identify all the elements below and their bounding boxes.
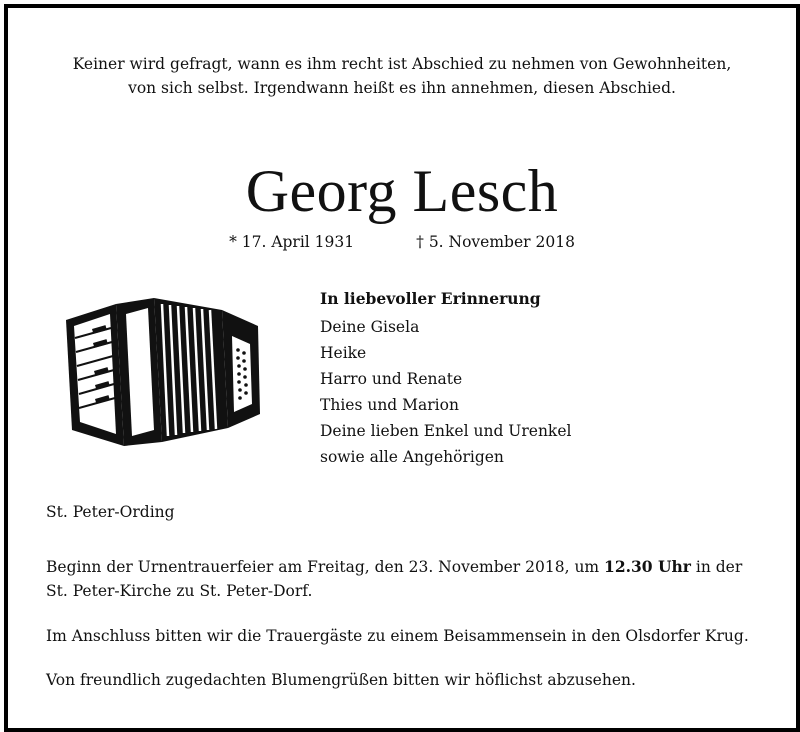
gathering-notice: Im Anschluss bitten wir die Trauergäste zu einem Beisammensein in den Olsdorfer Krug.: [46, 627, 749, 645]
flowers-notice: Von freundlich zugedachten Blumengrüßen bitten wir höflichst abzusehen.: [46, 671, 636, 689]
quote-line: Keiner wird gefragt, wann es ihm recht ist Abschied zu nehmen von Gewohnheiten,: [72, 55, 732, 73]
birth-date: * 17. April 1931: [229, 233, 355, 251]
mourner: Deine Gisela: [320, 318, 420, 336]
ceremony-time: 12.30 Uhr: [604, 557, 691, 576]
mourners-list: [320, 286, 571, 470]
ceremony-location: St. Peter-Kirche zu St. Peter-Dorf.: [46, 582, 313, 600]
quote-line: von sich selbst. Irgendwann heißt es ihn annehmen, diesen Abschied.: [128, 79, 676, 97]
death-date: † 5. November 2018: [416, 233, 575, 251]
mourner: sowie alle Angehörigen: [320, 448, 504, 466]
ceremony-text: Beginn der Urnentrauerfeier am Freitag, den 23. November 2018, um: [46, 558, 605, 576]
mourner: Thies und Marion: [320, 396, 459, 414]
quote: [8, 52, 796, 100]
ceremony-notice: [46, 555, 766, 603]
mourners-heading: In liebevoller Erinnerung: [320, 289, 541, 308]
mourner: Heike: [320, 344, 367, 362]
life-dates: [8, 232, 796, 252]
place: St. Peter-Ording: [46, 503, 175, 521]
mourner: Harro und Renate: [320, 370, 463, 388]
obituary-frame: [4, 4, 800, 732]
mourner: Deine lieben Enkel und Urenkel: [320, 422, 572, 440]
accordion-icon: [62, 296, 266, 454]
deceased-name: Georg Lesch: [245, 158, 559, 224]
ceremony-text-end: in der: [690, 558, 743, 576]
